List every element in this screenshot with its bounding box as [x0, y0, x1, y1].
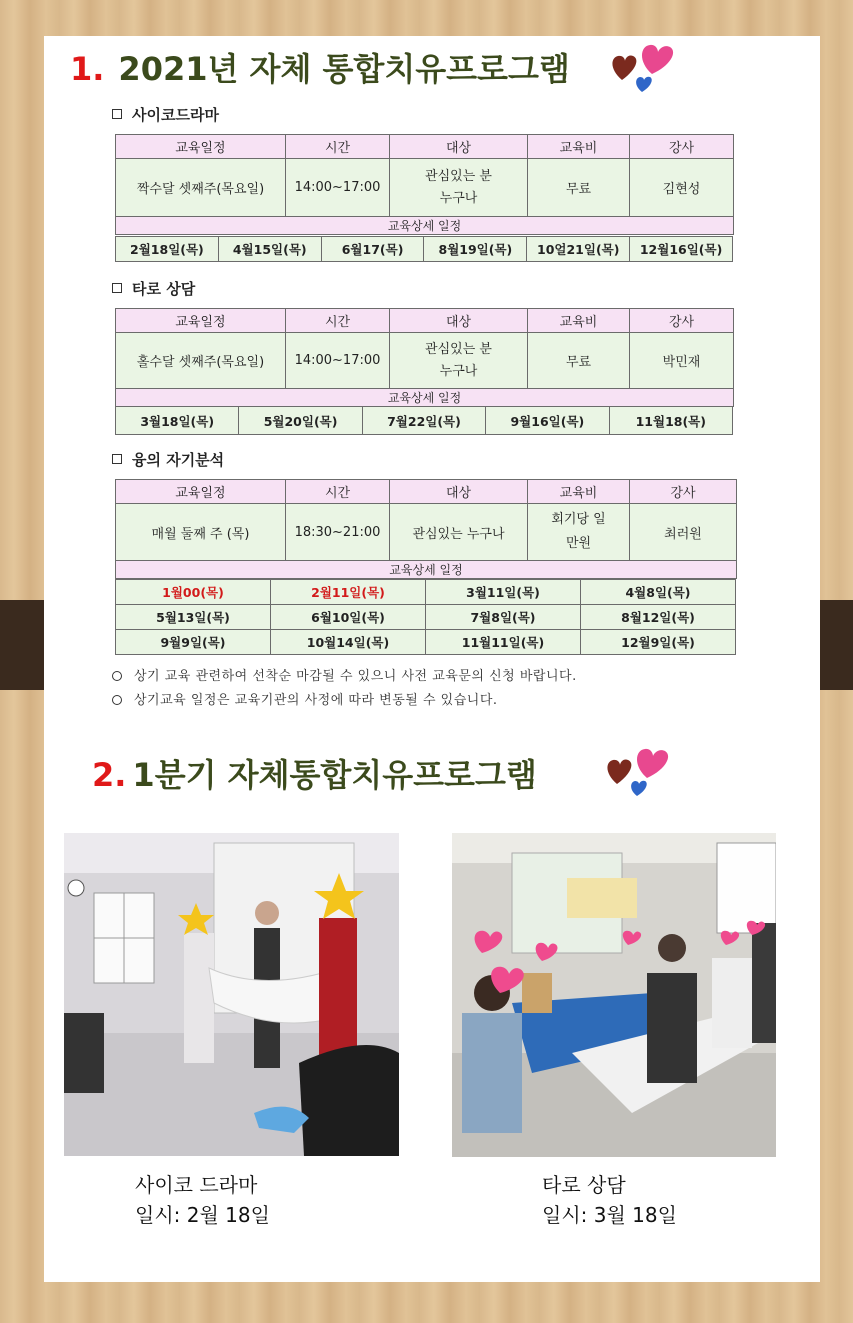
program1-fee: 무료 — [528, 159, 630, 217]
date-cell: 4월8일(목) — [581, 580, 736, 605]
program1-schedule: 짝수달 셋째주(목요일) — [116, 159, 286, 217]
date-cell: 3월11일(목) — [426, 580, 581, 605]
program3-title: 융의 자기분석 — [112, 449, 224, 470]
program2-instructor: 박민재 — [630, 333, 734, 389]
header-target: 대상 — [390, 135, 528, 159]
header-time: 시간 — [286, 135, 390, 159]
program2-target: 관심있는 분 누구나 — [390, 333, 528, 389]
program2-fee: 무료 — [528, 333, 630, 389]
psychodrama-photo — [64, 833, 399, 1156]
checkbox-square-icon — [112, 454, 122, 464]
program1-dates — [115, 236, 733, 262]
header-fee: 교육비 — [528, 135, 630, 159]
date-cell: 6월17(목) — [321, 237, 424, 262]
program1-title: 사이코드라마 — [112, 104, 219, 125]
program2-dates — [115, 406, 733, 435]
bullet-circle-icon — [112, 695, 122, 705]
program2-time: 14:00~17:00 — [286, 333, 390, 389]
photo1-date: 일시: 2월 18일 — [135, 1203, 270, 1227]
header-target: 대상 — [390, 309, 528, 333]
program2-detail-header: 교육상세 일정 — [116, 389, 734, 407]
checkbox-square-icon — [112, 283, 122, 293]
date-cell: 11월18(목) — [609, 407, 732, 435]
program1-instructor: 김현성 — [630, 159, 734, 217]
program3-detail-header: 교육상세 일정 — [116, 561, 737, 579]
program1-time: 14:00~17:00 — [286, 159, 390, 217]
date-cell: 7월22일(목) — [362, 407, 485, 435]
checkbox-square-icon — [112, 109, 122, 119]
photo2-date: 일시: 3월 18일 — [542, 1203, 677, 1227]
date-cell: 2월18일(목) — [116, 237, 219, 262]
date-cell: 9월9일(목) — [116, 630, 271, 655]
date-cell: 12월16일(목) — [630, 237, 733, 262]
section1-number: 1. — [70, 50, 105, 88]
date-cell: 7월8일(목) — [426, 605, 581, 630]
section1-title: 2021년 자체 통합치유프로그램 — [118, 50, 570, 88]
program3-instructor: 최러원 — [630, 504, 737, 561]
program2-table — [115, 308, 734, 407]
photo1-caption — [135, 1170, 270, 1230]
program2-schedule: 홀수달 셋째주(목요일) — [116, 333, 286, 389]
date-cell: 11월11일(목) — [426, 630, 581, 655]
date-cell: 8월12일(목) — [581, 605, 736, 630]
header-target: 대상 — [390, 480, 528, 504]
section2-title: 1분기 자체통합치유프로그램 — [132, 756, 537, 794]
date-cell: 5월13일(목) — [116, 605, 271, 630]
program3-dates — [115, 579, 736, 655]
hearts-icon — [603, 744, 673, 800]
header-fee: 교육비 — [528, 480, 630, 504]
hearts-icon — [608, 40, 678, 96]
program1-target: 관심있는 분 누구나 — [390, 159, 528, 217]
date-cell: 1월00(목) — [116, 580, 271, 605]
note-2: 상기교육 일정은 교육기관의 사정에 따라 변동될 수 있습니다. — [112, 689, 498, 708]
date-cell: 4월15일(목) — [218, 237, 321, 262]
header-instructor: 강사 — [630, 135, 734, 159]
date-cell: 10얼21일(목) — [527, 237, 630, 262]
photo2-title: 타로 상담 — [542, 1173, 626, 1197]
program3-target: 관심있는 누구나 — [390, 504, 528, 561]
program1-detail-header: 교육상세 일정 — [116, 217, 734, 235]
program3-fee: 회기당 일만원 — [528, 504, 630, 561]
date-cell: 5월20일(목) — [239, 407, 362, 435]
header-instructor: 강사 — [630, 309, 734, 333]
header-instructor: 강사 — [630, 480, 737, 504]
date-cell: 6월10일(목) — [271, 605, 426, 630]
date-cell: 8월19일(목) — [424, 237, 527, 262]
tarot-photo — [452, 833, 776, 1157]
photo2-caption — [542, 1170, 677, 1230]
date-cell: 10월14일(목) — [271, 630, 426, 655]
date-cell: 2월11일(목) — [271, 580, 426, 605]
header-fee: 교육비 — [528, 309, 630, 333]
header-time: 시간 — [286, 309, 390, 333]
header-time: 시간 — [286, 480, 390, 504]
program3-time: 18:30~21:00 — [286, 504, 390, 561]
photo1-title: 사이코 드라마 — [135, 1173, 258, 1197]
program3-schedule: 매월 둘째 주 (목) — [116, 504, 286, 561]
date-cell: 3월18일(목) — [116, 407, 239, 435]
section2-heading — [92, 750, 537, 796]
program2-title: 타로 상담 — [112, 278, 195, 299]
section1-heading — [70, 44, 570, 90]
program3-table — [115, 479, 737, 579]
bullet-circle-icon — [112, 671, 122, 681]
date-cell: 9월16일(목) — [486, 407, 609, 435]
header-schedule: 교육일정 — [116, 135, 286, 159]
header-schedule: 교육일정 — [116, 480, 286, 504]
note-1: 상기 교육 관련하여 선착순 마감될 수 있으니 사전 교육문의 신청 바랍니다. — [112, 665, 577, 684]
header-schedule: 교육일정 — [116, 309, 286, 333]
program1-table — [115, 134, 734, 235]
section2-number: 2. — [92, 756, 127, 794]
date-cell: 12월9일(목) — [581, 630, 736, 655]
